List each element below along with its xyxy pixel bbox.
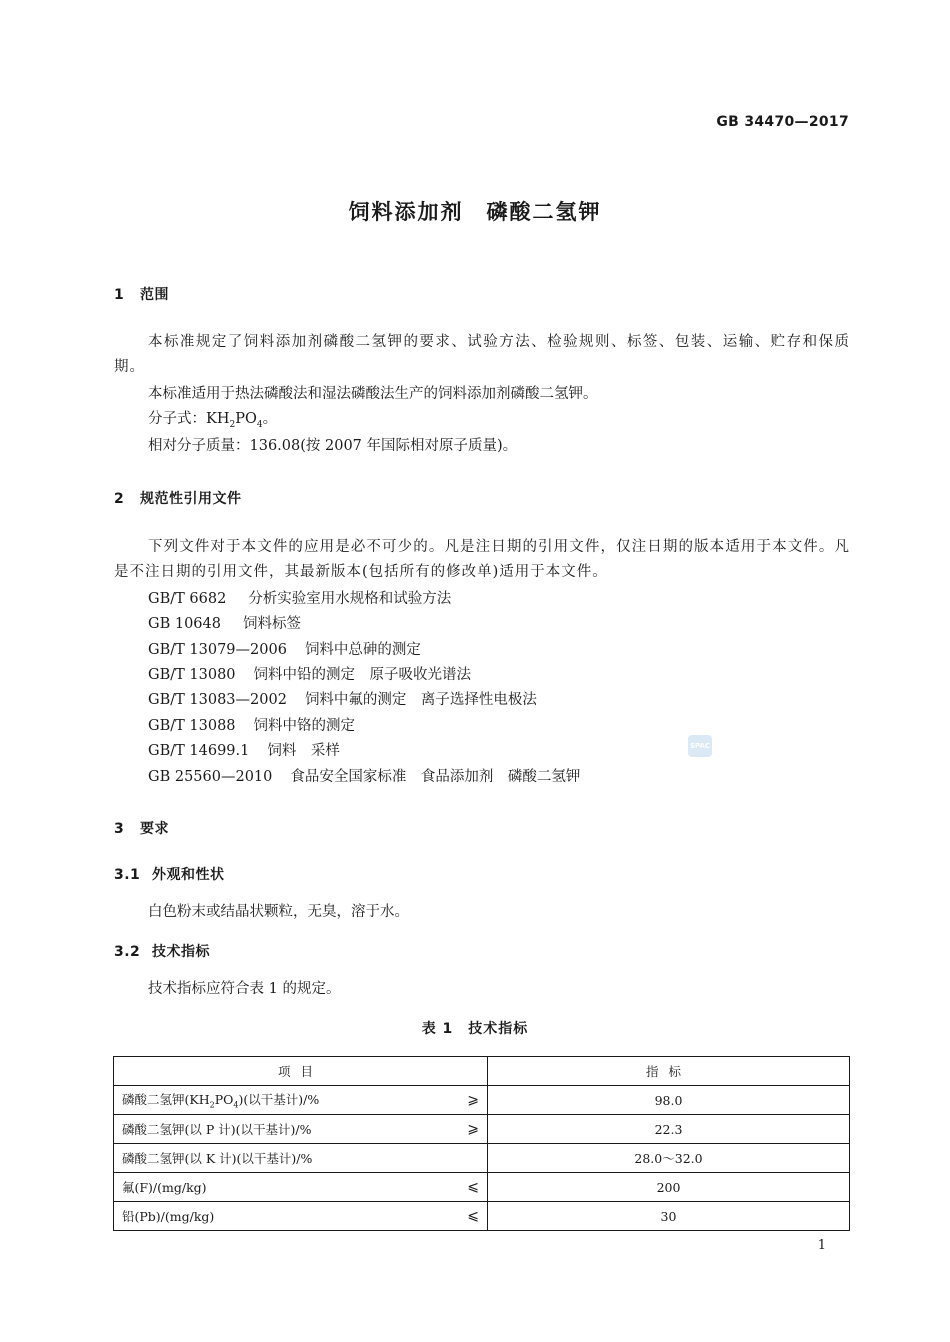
value-cell: 22.3 bbox=[488, 1115, 850, 1144]
table-row bbox=[114, 1144, 850, 1173]
reference-item bbox=[148, 612, 301, 633]
column-header-value: 指标 bbox=[488, 1057, 850, 1086]
formula-label: 分子式： bbox=[148, 411, 206, 427]
standard-code: GB 34470—2017 bbox=[716, 114, 849, 130]
reference-title: 饲料标签 bbox=[242, 616, 301, 632]
reference-item bbox=[148, 739, 340, 760]
item-text: 磷酸二氢钾(KH bbox=[122, 1092, 210, 1108]
comparison-operator: ⩽ bbox=[451, 1173, 488, 1202]
formula-part: KH bbox=[206, 411, 230, 427]
section-1-paragraph-1: 本标准规定了饲料添加剂磷酸二氢钾的要求、试验方法、检验规则、标签、包装、运输、贮存和保质期。 bbox=[114, 334, 850, 375]
item-cell: 磷酸二氢钾(以 P 计)(以干基计)/% bbox=[114, 1115, 452, 1144]
technical-index-table bbox=[113, 1056, 850, 1231]
reference-code: GB 25560—2010 bbox=[148, 769, 273, 785]
reference-code: GB/T 14699.1 bbox=[148, 743, 250, 759]
table-row bbox=[114, 1202, 850, 1231]
section-1-heading bbox=[114, 284, 169, 304]
section-number: 3 bbox=[114, 821, 125, 837]
value-cell: 98.0 bbox=[488, 1086, 850, 1115]
table-caption: 表 1 技术指标 bbox=[421, 1021, 529, 1037]
value-cell: 200 bbox=[488, 1173, 850, 1202]
reference-title: 食品安全国家标准 食品添加剂 磷酸二氢钾 bbox=[290, 769, 581, 785]
comparison-operator: ⩾ bbox=[451, 1115, 488, 1144]
reference-item bbox=[148, 663, 471, 684]
reference-title: 饲料中氟的测定 离子选择性电极法 bbox=[304, 692, 537, 708]
item-cell: 磷酸二氢钾(以 K 计)(以干基计)/% bbox=[114, 1144, 452, 1173]
formula-subscript: 4 bbox=[256, 419, 263, 430]
page-number: 1 bbox=[817, 1238, 826, 1253]
item-text: )(以干基计)/% bbox=[238, 1092, 320, 1108]
reference-item bbox=[148, 638, 421, 659]
formula-end: 。 bbox=[262, 411, 278, 427]
reference-title: 饲料 采样 bbox=[267, 743, 340, 759]
section-title: 要求 bbox=[140, 821, 169, 837]
comparison-operator: ⩾ bbox=[451, 1086, 488, 1115]
reference-title: 饲料中铬的测定 bbox=[253, 718, 356, 734]
reference-code: GB/T 13083—2002 bbox=[148, 692, 287, 708]
column-header-item: 项目 bbox=[114, 1057, 488, 1086]
section-3-2-heading bbox=[114, 941, 210, 961]
section-2-heading bbox=[114, 488, 242, 508]
table-row bbox=[114, 1173, 850, 1202]
molecular-formula bbox=[148, 407, 277, 430]
section-3-heading bbox=[114, 818, 169, 838]
reference-title: 饲料中铅的测定 原子吸收光谱法 bbox=[253, 667, 472, 683]
section-1-paragraph-2: 本标准适用于热法磷酸法和湿法磷酸法生产的饲料添加剂磷酸二氢钾。 bbox=[148, 386, 598, 402]
item-subscript: 2 bbox=[209, 1100, 215, 1110]
reference-title: 饲料中总砷的测定 bbox=[304, 642, 421, 658]
table-row bbox=[114, 1086, 850, 1115]
section-number: 3.2 bbox=[114, 944, 141, 960]
section-number: 3.1 bbox=[114, 867, 141, 883]
reference-code: GB 10648 bbox=[148, 616, 221, 632]
value-cell: 28.0～32.0 bbox=[488, 1144, 850, 1173]
section-3-2-text: 技术指标应符合表 1 的规定。 bbox=[148, 981, 341, 997]
section-2-paragraph-1: 下列文件对于本文件的应用是必不可少的。凡是注日期的引用文件，仅注日期的版本适用于本文件。凡是不注日期的引用文件，其最新版本(包括所有的修改单)适用于本文件。 bbox=[114, 539, 850, 580]
comparison-operator: ⩽ bbox=[451, 1202, 488, 1231]
section-3-1-text: 白色粉末或结晶状颗粒，无臭，溶于水。 bbox=[148, 904, 409, 920]
item-text: PO bbox=[214, 1092, 234, 1108]
formula-part: PO bbox=[235, 411, 257, 427]
reference-item bbox=[148, 688, 537, 709]
reference-item bbox=[148, 765, 580, 786]
section-number: 2 bbox=[114, 491, 125, 507]
reference-title: 分析实验室用水规格和试验方法 bbox=[248, 591, 452, 607]
watermark-logo: SPAC bbox=[688, 735, 712, 757]
reference-code: GB/T 6682 bbox=[148, 591, 227, 607]
comparison-operator bbox=[451, 1144, 488, 1173]
section-title: 外观和性状 bbox=[152, 867, 225, 883]
value-cell: 30 bbox=[488, 1202, 850, 1231]
section-3-1-heading bbox=[114, 864, 225, 884]
document-title: 饲料添加剂 磷酸二氢钾 bbox=[348, 200, 602, 224]
item-cell: 铅(Pb)/(mg/kg) bbox=[114, 1202, 452, 1231]
molecular-mass: 相对分子质量：136.08(按 2007 年国际相对原子质量)。 bbox=[148, 438, 518, 454]
section-title: 规范性引用文件 bbox=[140, 491, 242, 507]
reference-code: GB/T 13080 bbox=[148, 667, 236, 683]
table-row bbox=[114, 1115, 850, 1144]
item-cell: 氟(F)/(mg/kg) bbox=[114, 1173, 452, 1202]
reference-item bbox=[148, 714, 355, 735]
reference-code: GB/T 13088 bbox=[148, 718, 236, 734]
reference-item bbox=[148, 587, 451, 608]
item-cell bbox=[114, 1086, 452, 1115]
section-title: 技术指标 bbox=[152, 944, 210, 960]
formula-subscript: 2 bbox=[229, 419, 236, 430]
item-subscript: 4 bbox=[233, 1100, 239, 1110]
reference-code: GB/T 13079—2006 bbox=[148, 642, 287, 658]
section-title: 范围 bbox=[140, 287, 169, 303]
section-number: 1 bbox=[114, 287, 125, 303]
table-header-row bbox=[114, 1057, 850, 1086]
